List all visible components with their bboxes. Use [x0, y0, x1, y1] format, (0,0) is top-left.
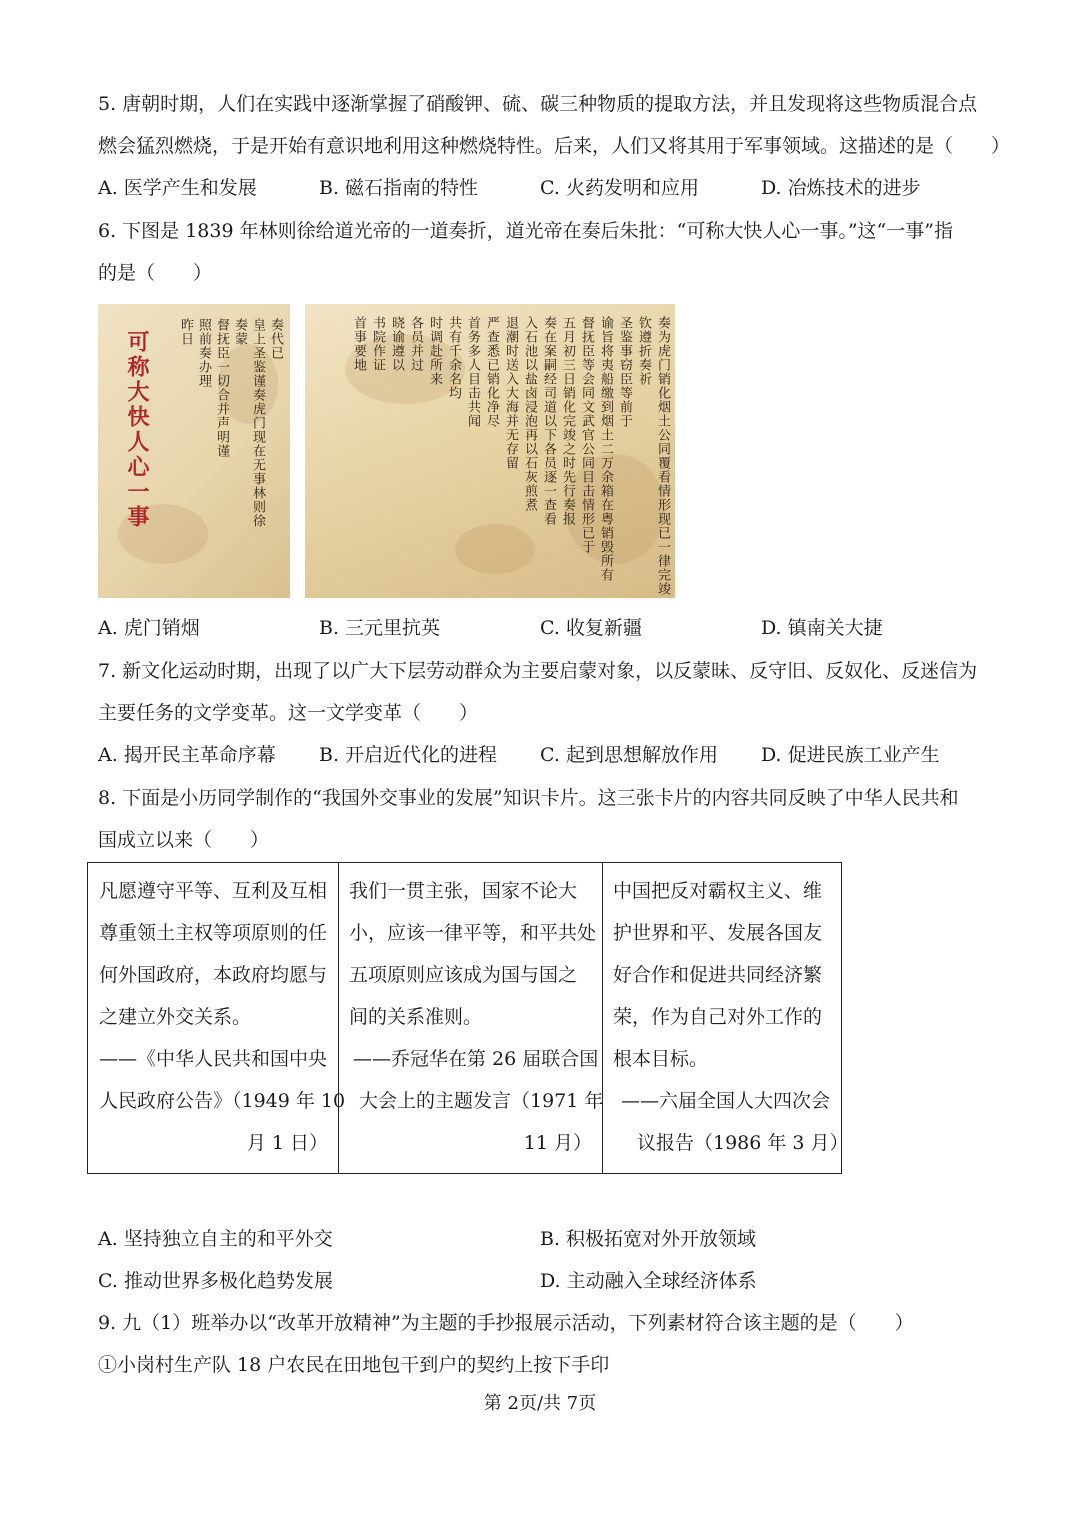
card-source-line: 议报告（1986 年 3 月） [637, 1132, 849, 1154]
vermilion-annotation: 可称大快人心一事 [124, 330, 150, 530]
card-source-line: ——六届全国人大四次会 [621, 1090, 831, 1112]
page-number-footer: 第 2页/共 7页 [483, 1393, 597, 1414]
q7-option-b[interactable]: B. 开启近代化的进程 [319, 744, 498, 766]
memorial-right-column: 首务多人目击共闻 [465, 316, 480, 428]
card-text-line: 何外国政府，本政府均愿与 [99, 964, 328, 986]
memorial-right-column: 入石池以盐卤浸泡再以石灰煎煮 [522, 316, 537, 512]
card-text-line: 五项原则应该成为国与国之 [349, 964, 578, 986]
memorial-right-column: 晓谕遵以 [389, 316, 404, 372]
memorial-left-column: 照前奏办理 [196, 318, 211, 388]
knowledge-card-1986 [603, 863, 849, 1174]
q9-stem-line-1: 9. 九（1）班举办以“改革开放精神”为主题的手抄报展示活动，下列素材符合该主题的是（ ） [98, 1312, 914, 1334]
card-text-line: 凡愿遵守平等、互利及互相 [99, 880, 328, 902]
memorial-right-column: 首事要地 [351, 316, 366, 372]
card-text-line: 荣，作为自己对外工作的 [613, 1006, 823, 1028]
memorial-right-column: 各员并过 [408, 316, 423, 372]
card-text-line: 护世界和平、发展各国友 [613, 922, 823, 944]
knowledge-card-1971 [339, 863, 603, 1174]
card-source-line: 月 1 日） [246, 1132, 328, 1154]
card-text-line: 根本目标。 [613, 1048, 709, 1070]
q5-stem-line-2: 燃会猛烈燃烧，于是开始有意识地利用这种燃烧特性。后来，人们又将其用于军事领域。这描述的是（ ） [98, 135, 1011, 157]
q5-stem-line-1: 5. 唐朝时期，人们在实践中逐渐掌握了硝酸钾、硫、碳三种物质的提取方法，并且发现将这些物质混合点 [98, 93, 978, 115]
memorial-right-column: 严查悉已销化净尽 [484, 316, 499, 428]
memorial-right-column: 奏为虎门销化烟土公同覆看情形现已一律完竣 [655, 316, 670, 596]
q7-option-a[interactable]: A. 揭开民主革命序幕 [98, 744, 276, 766]
card-source-line: 11 月） [523, 1132, 592, 1154]
card-text-line: 中国把反对霸权主义、维 [613, 880, 823, 902]
q7-stem-line-1: 7. 新文化运动时期，出现了以广大下层劳动群众为主要启蒙对象，以反蒙昧、反守旧、反奴化、反迷信为 [98, 660, 978, 682]
knowledge-cards-table [87, 862, 849, 1174]
card-source-line: ——《中华人民共和国中央 [99, 1048, 328, 1070]
q5-option-b[interactable]: B. 磁石指南的特性 [319, 177, 479, 199]
card-text-line: 间的关系准则。 [349, 1006, 483, 1028]
q8-option-d[interactable]: D. 主动融入全球经济体系 [540, 1270, 757, 1292]
q7-option-c[interactable]: C. 起到思想解放作用 [540, 744, 718, 766]
q7-stem-line-2: 主要任务的文学变革。这一文学变革（ ） [98, 702, 479, 724]
q6-stem-line-1: 6. 下图是 1839 年林则徐给道光帝的一道奏折，道光帝在奏后朱批：“可称大快人心一事。”这“一事”指 [98, 220, 953, 242]
memorial-right-column: 时调赴所来 [427, 316, 442, 386]
q8-option-c[interactable]: C. 推动世界多极化趋势发展 [98, 1270, 333, 1292]
card-text-line: 好合作和促进共同经济繁 [613, 964, 823, 986]
q5-option-c[interactable]: C. 火药发明和应用 [540, 177, 699, 199]
memorial-right-column: 圣鉴事窃臣等前于 [617, 316, 632, 428]
memorial-left-column: 皇上圣鉴谨奏虎门现在无事林则徐 [250, 318, 265, 528]
q8-option-a[interactable]: A. 坚持独立自主的和平外交 [98, 1228, 333, 1250]
memorial-left-column: 奏代已 [268, 318, 283, 360]
memorial-right-column: 奏在案嗣经司道以下各员逐一查看 [541, 316, 556, 526]
card-source-line: 大会上的主题发言（1971 年 [359, 1090, 604, 1112]
memorial-left-column: 昨日 [178, 318, 193, 346]
memorial-right-column: 督抚臣等会同文武官公同目击情形已于 [579, 316, 594, 554]
memorial-right-column: 钦遵折奏祈 [636, 316, 651, 386]
q6-option-c[interactable]: C. 收复新疆 [540, 617, 642, 639]
knowledge-card-1949 [88, 863, 346, 1174]
card-source-line: 人民政府公告》（1949 年 10 [99, 1090, 346, 1112]
q6-option-b[interactable]: B. 三元里抗英 [319, 617, 441, 639]
q6-stem-line-2: 的是（ ） [98, 262, 213, 284]
q5-option-d[interactable]: D. 冶炼技术的进步 [761, 177, 921, 199]
memorial-right-column: 谕旨将夷船缴到烟土二万余箱在粤销毁所有 [598, 316, 613, 582]
memorial-right-column: 共有千余名均 [446, 316, 461, 400]
card-text-line: 我们一贯主张，国家不论大 [349, 880, 578, 902]
q7-option-d[interactable]: D. 促进民族工业产生 [761, 744, 940, 766]
q5-option-a[interactable]: A. 医学产生和发展 [98, 177, 257, 199]
q9-material-1: ①小岗村生产队 18 户农民在田地包干到户的契约上按下手印 [98, 1354, 610, 1376]
q6-option-d[interactable]: D. 镇南关大捷 [761, 617, 883, 639]
q8-stem-line-2: 国成立以来（ ） [98, 829, 270, 851]
card-text-line: 尊重领土主权等项原则的任 [99, 922, 328, 944]
card-text-line: 小，应该一律平等，和平共处 [349, 922, 597, 944]
memorial-right-column: 退潮时送入大海并无存留 [503, 316, 518, 470]
memorial-left-column: 督抚臣一切合并声明谨 [214, 318, 229, 458]
card-text-line: 之建立外交关系。 [99, 1006, 252, 1028]
q6-option-a[interactable]: A. 虎门销烟 [98, 617, 200, 639]
memorial-right-column: 五月初三日销化完竣之时先行奏报 [560, 316, 575, 526]
memorial-left-column: 奏蒙 [232, 318, 247, 346]
card-source-line: ——乔冠华在第 26 届联合国 [353, 1048, 599, 1070]
q8-stem-line-1: 8. 下面是小历同学制作的“我国外交事业的发展”知识卡片。这三张卡片的内容共同反映了中华人民共和 [98, 787, 959, 809]
q8-option-b[interactable]: B. 积极拓宽对外开放领域 [540, 1228, 757, 1250]
memorial-right-column: 书院作证 [370, 316, 385, 372]
